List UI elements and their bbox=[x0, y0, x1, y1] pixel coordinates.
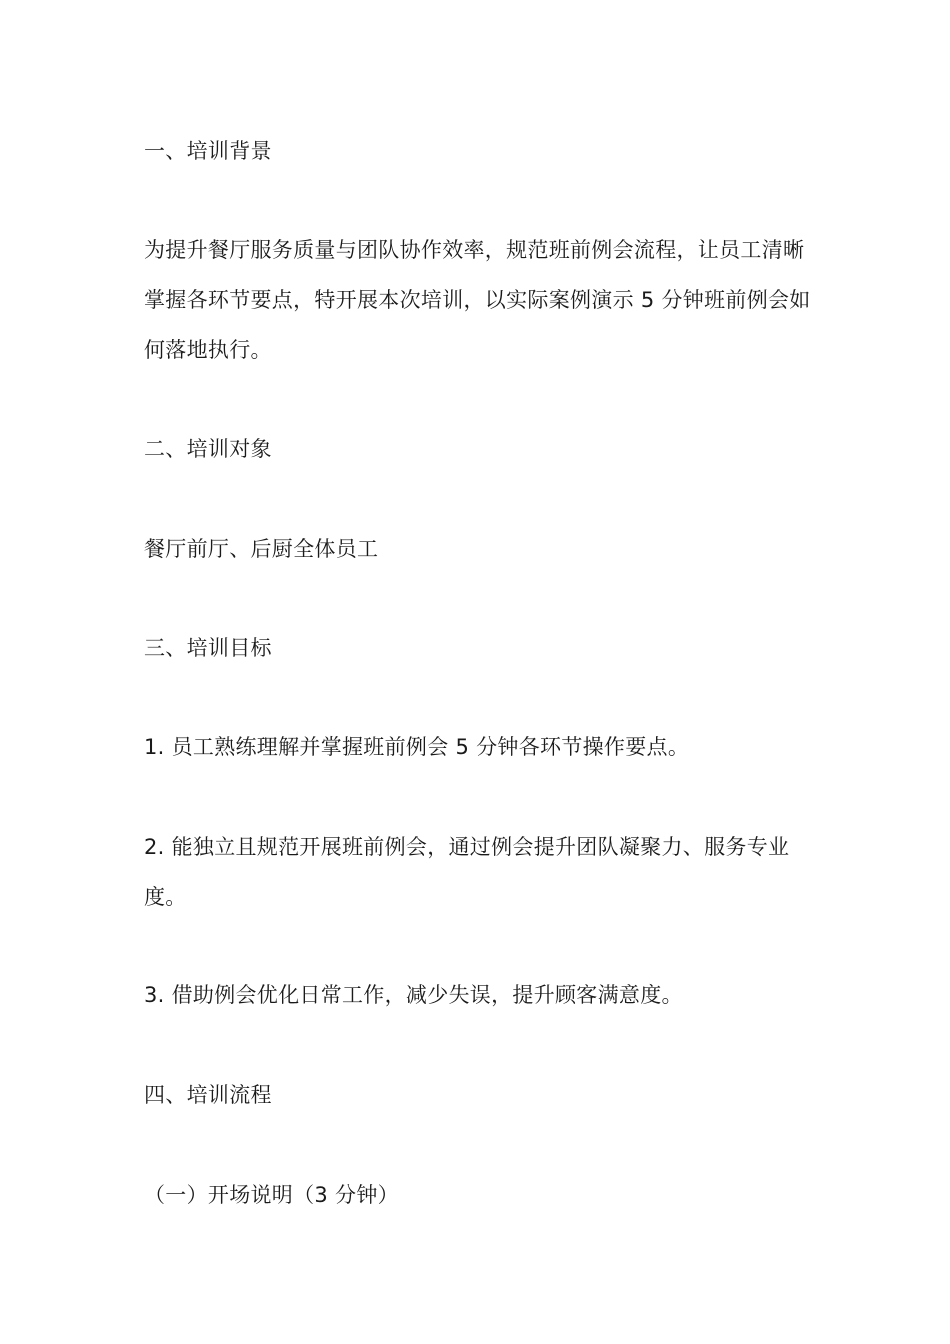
background-paragraph-line-3: 何落地执行。 bbox=[144, 338, 272, 362]
section-heading-audience: 二、培训对象 bbox=[144, 437, 272, 461]
background-paragraph-line-1: 为提升餐厅服务质量与团队协作效率，规范班前例会流程，让员工清晰 bbox=[144, 238, 805, 262]
goal-item-3: 3. 借助例会优化日常工作，减少失误，提升顾客满意度。 bbox=[144, 983, 683, 1007]
section-heading-goals: 三、培训目标 bbox=[144, 636, 272, 660]
goal-item-2-line-1: 2. 能独立且规范开展班前例会，通过例会提升团队凝聚力、服务专业 bbox=[144, 835, 790, 859]
goal-item-2-line-2: 度。 bbox=[144, 885, 187, 909]
goal-item-1: 1. 员工熟练理解并掌握班前例会 5 分钟各环节操作要点。 bbox=[144, 735, 690, 759]
background-paragraph-line-2: 掌握各环节要点，特开展本次培训，以实际案例演示 5 分钟班前例会如 bbox=[144, 288, 811, 312]
section-heading-process: 四、培训流程 bbox=[144, 1083, 272, 1107]
audience-text: 餐厅前厅、后厨全体员工 bbox=[144, 537, 379, 561]
process-subheading-opening: （一）开场说明（3 分钟） bbox=[144, 1183, 399, 1207]
section-heading-background: 一、培训背景 bbox=[144, 139, 272, 163]
